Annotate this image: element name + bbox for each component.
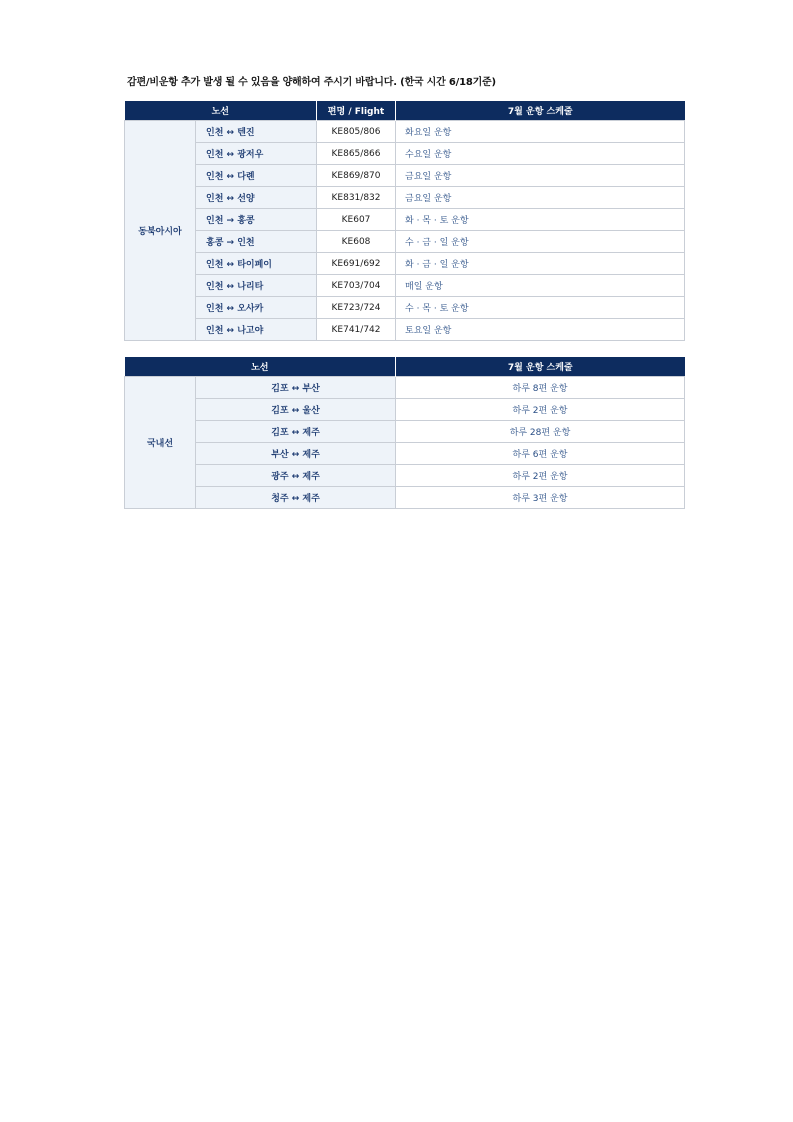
schedule-cell: 하루 2편 운항: [396, 399, 685, 421]
header-route: 노선: [125, 101, 317, 121]
table-row: [125, 465, 685, 487]
schedule-cell: 하루 3편 운항: [396, 487, 685, 509]
route-cell: 인천 ↔ 타이페이: [196, 253, 317, 275]
flight-cell: KE703/704: [317, 275, 396, 297]
flight-cell: KE691/692: [317, 253, 396, 275]
table-row: [125, 377, 685, 399]
route-cell: 광주 ↔ 제주: [196, 465, 396, 487]
table-row: [125, 297, 685, 319]
header-schedule: 7월 운항 스케줄: [396, 357, 685, 377]
route-cell: 인천 ↔ 선양: [196, 187, 317, 209]
schedule-cell: 하루 28편 운항: [396, 421, 685, 443]
header-route: 노선: [125, 357, 396, 377]
flight-cell: KE869/870: [317, 165, 396, 187]
table-row: [125, 421, 685, 443]
table-row: [125, 187, 685, 209]
domestic-schedule-table: [124, 357, 685, 509]
table-row: [125, 209, 685, 231]
international-schedule-table: [124, 101, 685, 341]
route-cell: 인천 → 홍콩: [196, 209, 317, 231]
route-cell: 청주 ↔ 제주: [196, 487, 396, 509]
table-row: [125, 143, 685, 165]
schedule-cell: 화 · 목 · 토 운항: [396, 209, 685, 231]
table-row: [125, 165, 685, 187]
route-cell: 인천 ↔ 오사카: [196, 297, 317, 319]
schedule-cell: 토요일 운항: [396, 319, 685, 341]
route-cell: 인천 ↔ 다롄: [196, 165, 317, 187]
route-cell: 인천 ↔ 광저우: [196, 143, 317, 165]
schedule-cell: 수 · 목 · 토 운항: [396, 297, 685, 319]
schedule-cell: 하루 2편 운항: [396, 465, 685, 487]
flight-cell: KE831/832: [317, 187, 396, 209]
table-row: [125, 319, 685, 341]
header-flight: 편명 / Flight: [317, 101, 396, 121]
flight-cell: KE865/866: [317, 143, 396, 165]
table-row: [125, 121, 685, 143]
table-row: [125, 231, 685, 253]
route-cell: 인천 ↔ 나고야: [196, 319, 317, 341]
schedule-cell: 금요일 운항: [396, 165, 685, 187]
region-cell: 국내선: [125, 377, 196, 509]
flight-cell: KE608: [317, 231, 396, 253]
route-cell: 김포 ↔ 부산: [196, 377, 396, 399]
flight-cell: KE607: [317, 209, 396, 231]
schedule-cell: 금요일 운항: [396, 187, 685, 209]
schedule-cell: 화 · 금 · 일 운항: [396, 253, 685, 275]
route-cell: 부산 ↔ 제주: [196, 443, 396, 465]
route-cell: 인천 ↔ 텐진: [196, 121, 317, 143]
table-row: [125, 443, 685, 465]
region-cell: 동북아시아: [125, 121, 196, 341]
schedule-cell: 하루 8편 운항: [396, 377, 685, 399]
table-row: [125, 399, 685, 421]
route-cell: 홍콩 → 인천: [196, 231, 317, 253]
schedule-cell: 수요일 운항: [396, 143, 685, 165]
schedule-cell: 화요일 운항: [396, 121, 685, 143]
table-row: [125, 253, 685, 275]
schedule-cell: 하루 6편 운항: [396, 443, 685, 465]
route-cell: 김포 ↔ 울산: [196, 399, 396, 421]
flight-cell: KE723/724: [317, 297, 396, 319]
table-row: [125, 275, 685, 297]
header-schedule: 7월 운항 스케줄: [396, 101, 685, 121]
schedule-cell: 수 · 금 · 일 운항: [396, 231, 685, 253]
route-cell: 김포 ↔ 제주: [196, 421, 396, 443]
flight-cell: KE805/806: [317, 121, 396, 143]
table-header-row: [125, 101, 685, 121]
notice-text: 감편/비운항 추가 발생 될 수 있음을 양해하여 주시기 바랍니다. (한국 시간 6/18기준): [127, 77, 496, 88]
flight-cell: KE741/742: [317, 319, 396, 341]
table-header-row: [125, 357, 685, 377]
route-cell: 인천 ↔ 나리타: [196, 275, 317, 297]
table-row: [125, 487, 685, 509]
schedule-cell: 매일 운항: [396, 275, 685, 297]
